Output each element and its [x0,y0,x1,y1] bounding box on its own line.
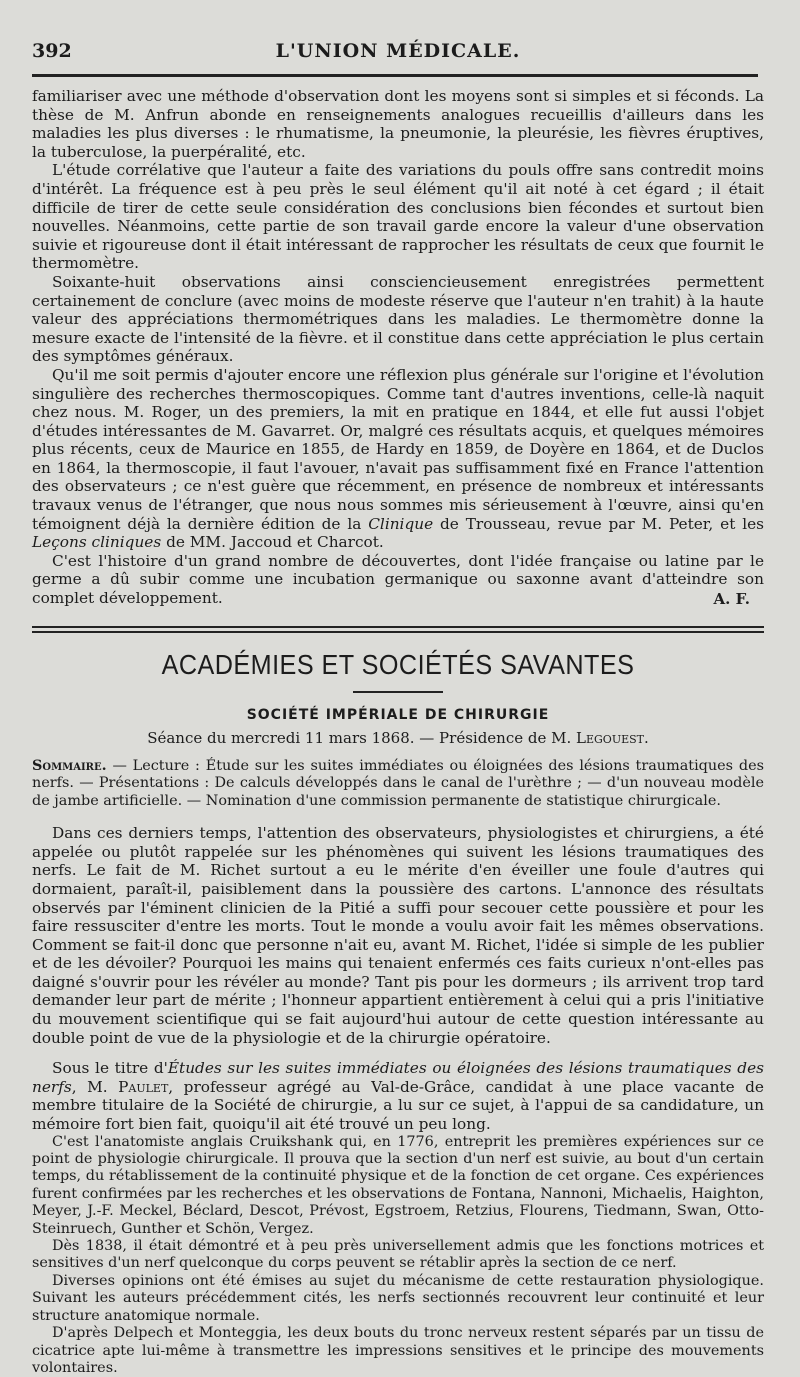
article-body [32,824,764,1134]
summary [32,757,764,811]
summary-label: Sommaire. [32,756,107,774]
paragraph: Diverses opinions ont été émises au sujet du mécanisme de cette restauration physiologique. Suivant les auteurs précédemment cités, les nerfs sectionnés recouvrent leur continuité et leur structure anatomique normale. [32,1272,764,1324]
text-run: Sous le titre d' [52,1059,168,1078]
author-signature: A. F. [713,589,750,608]
society-name: SOCIÉTÉ IMPÉRIALE DE CHIRURGIE [246,706,550,723]
paragraph: D'après Delpech et Monteggia, les deux bouts du tronc nerveux restent séparés par un tissu de cicatrice apte lui-même à transmettre les impressions sensitives et le principe des mouvements volontaires. [32,1325,764,1376]
text-run: Séance du mercredi 11 mars 1868. — Présidence de M. [147,728,577,747]
italic-title: Leçons cliniques [32,533,162,552]
president-name: Legouest [576,728,644,747]
article-body-small [32,1134,764,1377]
double-rule-divider [32,626,764,633]
paragraph: Dans ces derniers temps, l'attention des observateurs, physiologistes et chirurgiens, a été appelée ou plutôt rappelée sur les phénomènes qui suivent les lésions traumatiques des nerfs. Le fait de M. Richet surtout a eu le mérite d'en éveiller une foule d'autres qui dormaient, paraît-il, paisiblement dans la poussière des cartons. L'annonce des résultats observés par l'éminent clinicien de la Pitié a suffi pour secouer cette poussière et pour les faire ressusciter d'entre les morts. Tout le monde a voulu avoir fait les mêmes observations. Comment se fait-il donc que personne n'ait eu, avant M. Richet, l'idée si simple de les publier et de les dévoiler? Pourquoi les mains qui tenaient enfermés ces faits curieux n'ont-elles pas daigné s'ouvrir pour les révéler au monde? Tant pis pour les dormeurs ; ils arrivent trop tard demander leur part de mérite ; l'honneur appartient entièrement à celui qui a pris l'initiative du mouvement scientifique qui se fait aujourd'hui autour de cette question intéressante au double point de vue de la physiologie et de la chirurgie opératoire. [32,824,764,1047]
text-run: de MM. Jaccoud et Charcot. [161,533,384,552]
paragraph: familiariser avec une méthode d'observation dont les moyens sont si simples et si féconds. La thèse de M. Anfrun abonde en renseignements analogues recueillis d'ailleurs dans les maladies les plus diverses : le rhumatisme, la pneumonie, la pleurésie, les fièvres éruptives, la tuberculose, la puerpéralité, etc. [32,87,764,161]
running-header [32,36,764,72]
section-title: ACADÉMIES ET SOCIÉTÉS SAVANTES [161,648,635,680]
text-run: de Trousseau, revue par M. Peter, et les [433,514,764,533]
text-run: Qu'il me soit permis d'ajouter encore une réflexion plus générale sur l'origine et l'évolution singulière des recherches thermoscopiques. Comme tant d'autres inventions, celle-là naquit chez nous. M. Roger, un des premiers, la mit en pratique en 1844, et elle fut aussi l'objet d'études intéressantes de M. Gavarret. Or, malgré ces résultats acquis, et quelques mémoires plus récents, ceux de Maurice en 1855, de Hardy en 1859, de Doyère en 1864, et de Duclos en 1864, la thermoscopie, il faut l'avouer, n'avait pas suffisamment fixé en France l'attention des observateurs ; ce n'est guère que récemment, en présence de nombreux et intéressants travaux venus de l'étranger, que nous nous sommes mis sérieusement à l'œuvre, ainsi qu'en témoignent déjà la dernière édition de la [32,365,764,533]
paragraph: C'est l'anatomiste anglais Cruikshank qui, en 1776, entreprit les premières expériences sur ce point de physiologie chirurgicale. Il prouva que la section d'un nerf est suivie, au bout d'un certain temps, du rétablissement de la continuité physique et de la fonction de cet organe. Ces expériences furent confirmées par les recherches et les observations de Fontana, Nannoni, Michaelis, Haighton, Meyer, J.-F. Meckel, Béclard, Descot, Prévost, Egstroem, Retzius, Flourens, Tiedmann, Swan, Otto-Steinruech, Gunther et Schön, Vergez. [32,1133,764,1237]
text-run: . [644,728,649,747]
seance-line [32,729,764,747]
paragraph [32,552,764,608]
header-rule [32,74,758,77]
journal-title: L'UNION MÉDICALE. [275,40,521,62]
author-name: Paulet [118,1077,169,1096]
intro-text [32,87,764,608]
italic-title: Clinique [368,514,434,533]
paragraph [32,366,764,552]
short-rule [353,691,443,693]
page-number: 392 [32,40,72,62]
summary-text: — Lecture : Étude sur les suites immédiates ou éloignées des lésions traumatiques des nerfs. — Présentations : De calculs développés dans le canal de l'urèthre ; — d'un nouveau modèle de jambe artificielle. — Nomination d'une commission permanente de statistique chirurgicale. [32,757,764,809]
paragraph: Soixante-huit observations ainsi consciencieusement enregistrées permettent certainement de conclure (avec moins de modeste réserve que l'auteur n'en trahit) à la haute valeur des appréciations thermométriques dans les maladies. Le thermomètre donne la mesure exacte de l'intensité de la fièvre. et il constitue dans cette appréciation le plus certain des symptômes généraux. [32,272,764,366]
text-run: , professeur agrégé au Val-de-Grâce, candidat à une place vacante de membre titulaire de la Société de chirurgie, a lu sur ce sujet, à l'appui de sa candidature, un mémoire fort bien fait, quoiqu'il ait été trouvé un peu long. [32,1077,764,1134]
paragraph: L'étude corrélative que l'auteur a faite des variations du pouls offre sans contredit moins d'intérêt. La fréquence est à peu près le seul élément qu'il ait noté à cet égard ; il était difficile de tirer de cette seule considération des conclusions bien fécondes et surtout bien nouvelles. Néanmoins, cette partie de son travail garde encore la valeur d'une observation suivie et rigoureuse dont il était intéressant de rapprocher les résultats de ceux que fournit le thermomètre. [32,161,764,273]
text-run: , M. [71,1077,119,1096]
paragraph: Dès 1838, il était démontré et à peu près universellement admis que les fonctions motrices et sensitives d'un nerf quelconque du corps peuvent se rétablir après la section de ce nerf. [32,1238,764,1272]
paragraph [32,1059,764,1133]
text-run: C'est l'histoire d'un grand nombre de découvertes, dont l'idée française ou latine par le germe a dû subir comme une incubation germanique ou saxonne avant d'atteindre son complet développement. [32,551,764,608]
italic-title: Études sur les suites immédiates ou éloignées des lésions traumatiques des nerfs [32,1059,764,1096]
